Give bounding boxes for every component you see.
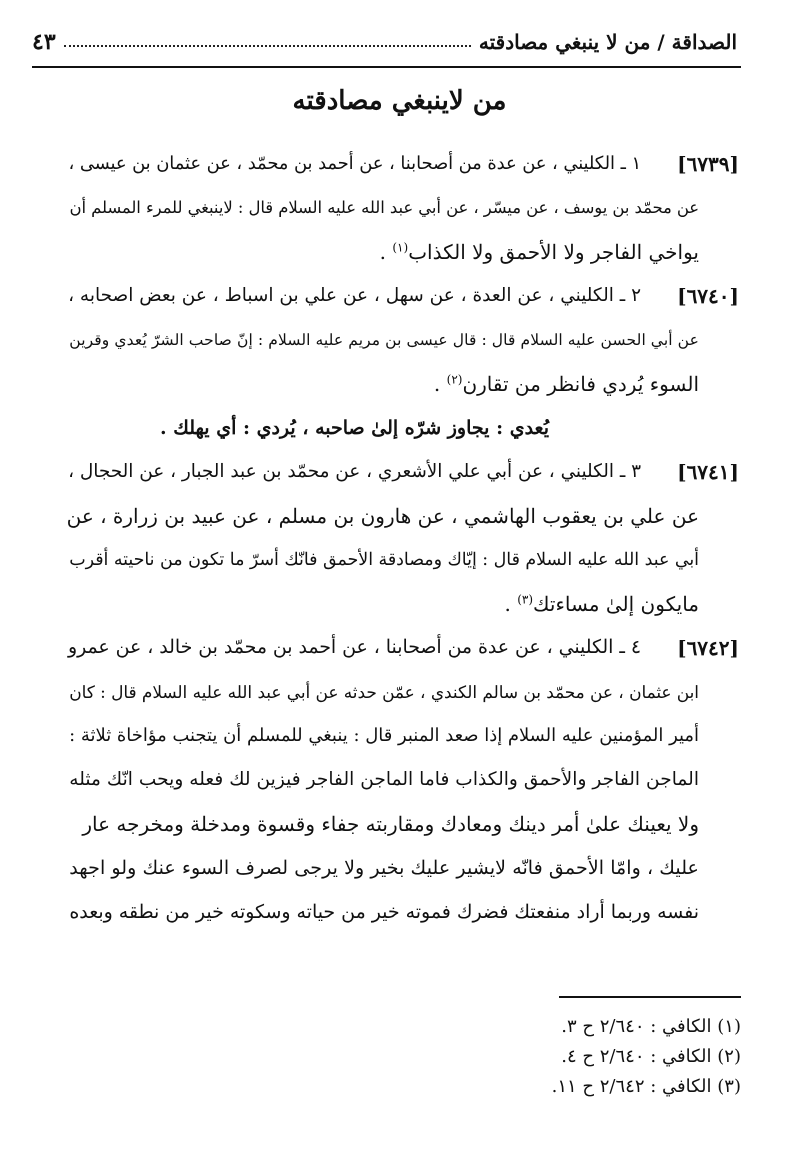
hadith-entry: [56, 450, 739, 626]
hadith-entry: [56, 626, 739, 934]
footnote-rule: [559, 996, 741, 998]
footnote-ref: (٣): [517, 592, 534, 607]
text-segment: مايكون إلىٰ مساءتك: [533, 592, 699, 616]
footnote: (٢) الكافي : ٢/٦٤٠ ح ٤.: [561, 1046, 741, 1067]
hadith-entry: [56, 274, 739, 406]
text-line: ابن عثمان ، عن محمّد بن سالم الكندي ، عمّن حدثه عن أبي عبد الله عليه السلام قال : كان: [69, 682, 699, 702]
footnote-ref: (١): [392, 240, 409, 255]
footnotes: [552, 1012, 741, 1102]
text-line: عليك ، وامّا الأحمق فانّه لايشير عليك بخير ولا يرجى لصرف السوء عنك ولو اجهد: [69, 856, 699, 879]
text-line: يواخي الفاجر ولا الأحمق ولا الكذاب$^{(١)}$ .: [379, 240, 699, 264]
page-number: ٤٣: [32, 29, 56, 55]
hadith-number: [٦٧٤١]: [677, 460, 739, 484]
hadith-entry: [56, 142, 739, 274]
header-dot-leader: [64, 45, 471, 47]
text-line: أبي عبد الله عليه السلام قال : إيّاك ومصادقة الأحمق فانّك أسرّ ما تكون من ناحيته أقرب: [69, 550, 699, 570]
text-line: ٤ ـ الكليني ، عن عدة من أصحابنا ، عن أحمد بن محمّد بن خالد ، عن عمرو: [68, 637, 641, 658]
hadith-number: [٦٧٤٠]: [677, 284, 739, 308]
text-segment: السوء يُردي فانظر من تقارن: [462, 372, 699, 396]
hadith-number: [٦٧٣٩]: [677, 152, 739, 176]
text-line: عن محمّد بن يوسف ، عن ميسّر ، عن أبي عبد الله عليه السلام قال : لاينبغي للمرء المسلم أن: [69, 198, 699, 217]
text-segment: يواخي الفاجر ولا الأحمق ولا الكذاب: [408, 240, 699, 264]
text-line: الماجن الفاجر والأحمق والكذاب فاما الماجن الفاجر فيزين لك فعله ويحب انّك مثله: [69, 769, 699, 790]
running-header-title: الصداقة / من لا ينبغي مصادقته: [478, 30, 737, 54]
text-line: مايكون إلىٰ مساءتك$^{(٣)}$ .: [504, 592, 699, 616]
text-line: ولا يعينك علىٰ أمر دينك ومعادك ومقاربته جفاء وقسوة ومدخلة ومخرجه عار: [82, 812, 699, 836]
footnote: (٣) الكافي : ٢/٦٤٢ ح ١١.: [551, 1076, 741, 1097]
text-line: عن أبي الحسن عليه السلام قال : قال عيسى بن مريم عليه السلام : إنّ صاحب الشرّ يُعدي وقرين: [69, 330, 699, 349]
section-title: من لاينبغي مصادقته: [292, 86, 507, 116]
text-line: أمير المؤمنين عليه السلام إذا صعد المنبر قال : ينبغي للمسلم أن يتجنب مؤاخاة ثلاثة :: [69, 725, 699, 746]
text-line: ٣ ـ الكليني ، عن أبي علي الأشعري ، عن محمّد بن عبد الجبار ، عن الحجال ،: [68, 461, 641, 482]
text-line: ٢ ـ الكليني ، عن العدة ، عن سهل ، عن علي بن اسباط ، عن بعض اصحابه ،: [68, 285, 641, 306]
text-line: السوء يُردي فانظر من تقارن$^{(٢)}$ .: [433, 372, 699, 396]
text-line: عن علي بن يعقوب الهاشمي ، عن هارون بن مسلم ، عن عبيد بن زرارة ، عن: [66, 504, 699, 528]
text-line: ١ ـ الكليني ، عن عدة من أصحابنا ، عن أحمد بن محمّد ، عن عثمان بن عيسى ،: [68, 153, 641, 174]
footnote: (١) الكافي : ٢/٦٤٠ ح ٣.: [561, 1016, 741, 1037]
main-text: [56, 142, 739, 934]
glossary-note: يُعدي : يجاوز شرّه إلىٰ صاحبه ، يُردي : أي يهلك .: [160, 417, 549, 439]
footnote-ref: (٢): [446, 372, 463, 387]
running-header: [32, 24, 737, 60]
hadith-number: [٦٧٤٢]: [677, 636, 739, 660]
header-rule: [32, 66, 741, 68]
text-line: نفسه وربما أراد منفعتك فضرك فموته خير من حياته وسكوته خير من نطقه وبعده: [69, 901, 699, 923]
